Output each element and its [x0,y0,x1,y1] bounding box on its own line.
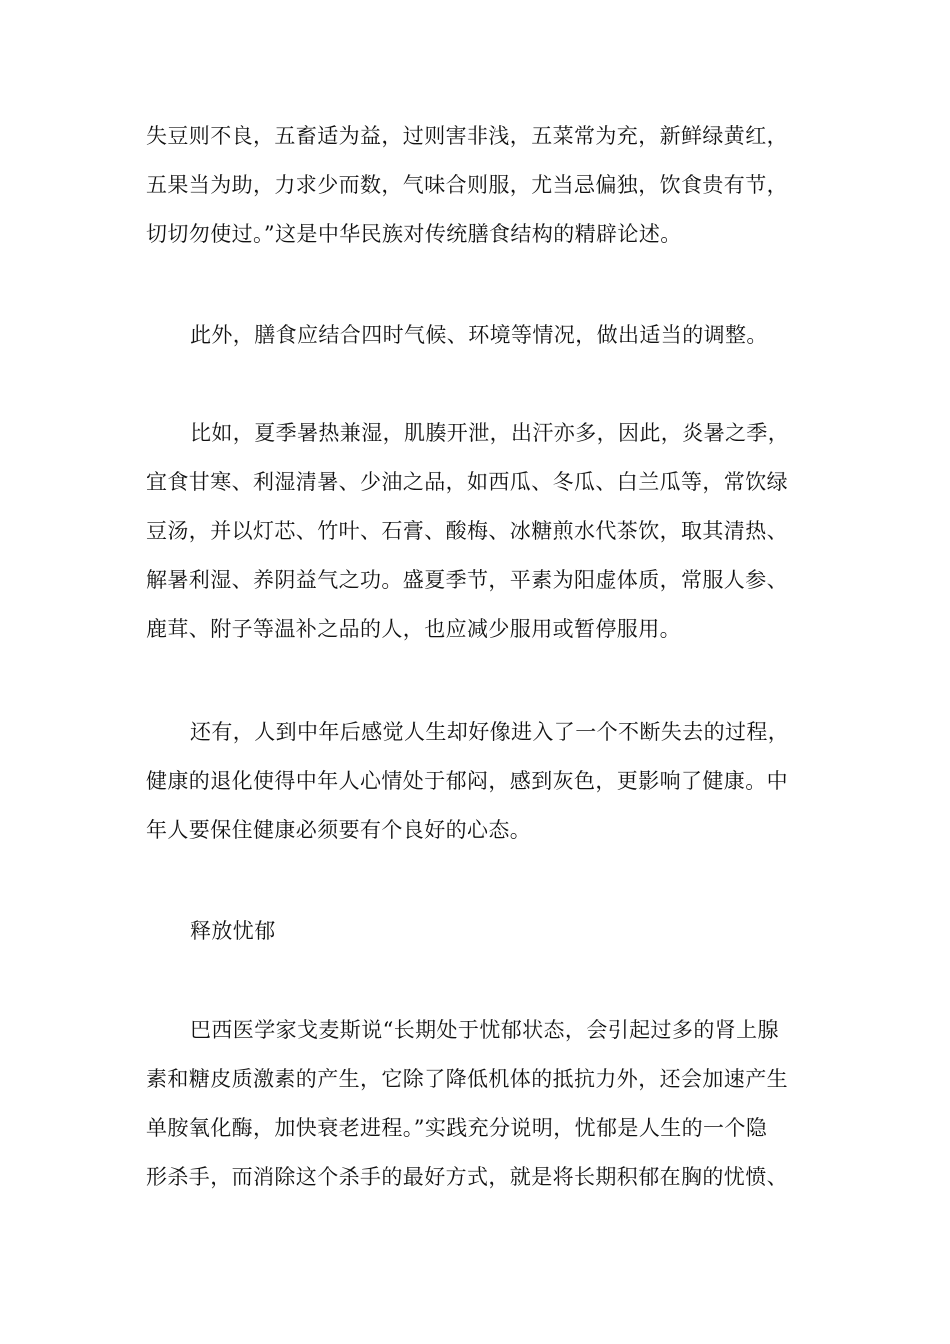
text-line: 解暑利湿、养阴益气之功。盛夏季节，平素为阳虚体质，常服人参、 [146,568,788,592]
text-line: 比如，夏季暑热兼湿，肌腠开泄，出汗亦多，因此，炎暑之季， [190,421,790,445]
text-line: 切切勿使过。”这是中华民族对传统膳食结构的精辟论述。 [146,222,682,246]
paragraph-seasonal-adjustment [146,311,810,360]
section-heading [146,907,810,956]
text-line: 年人要保住健康必须要有个良好的心态。 [146,818,532,842]
text-line: 此外，膳食应结合四时气候、环境等情况，做出适当的调整。 [190,323,768,347]
paragraph-midlife-mindset [146,708,810,855]
text-line: 失豆则不良，五畜适为益，过则害非浅，五菜常为充，新鲜绿黄红， [146,124,788,148]
text-line: 宜食甘寒、利湿清暑、少油之品，如西瓜、冬瓜、白兰瓜等，常饮绿 [146,470,788,494]
paragraph-summer-diet [146,409,810,654]
text-line: 鹿茸、附子等温补之品的人，也应减少服用或暂停服用。 [146,617,681,641]
text-line: 形杀手，而消除这个杀手的最好方式，就是将长期积郁在胸的忧愤、 [146,1165,788,1189]
text-line: 素和糖皮质激素的产生，它除了降低机体的抵抗力外，还会加速产生 [146,1067,788,1091]
text-line: 单胺氧化酶，加快衰老进程。”实践充分说明，忧郁是人生的一个隐 [146,1116,768,1140]
heading-release-depression: 释放忧郁 [190,919,276,943]
text-line: 巴西医学家戈麦斯说“长期处于忧郁状态，会引起过多的肾上腺 [190,1018,779,1042]
text-line: 健康的退化使得中年人心情处于郁闷，感到灰色，更影响了健康。中 [146,769,788,793]
text-line: 还有，人到中年后感觉人生却好像进入了一个不断失去的过程， [190,720,790,744]
paragraph-diet-structure [146,112,810,259]
text-line: 五果当为助，力求少而数，气味合则服，尤当忌偏独，饮食贵有节， [146,173,788,197]
paragraph-depression-quote [146,1006,810,1202]
text-line: 豆汤，并以灯芯、竹叶、石膏、酸梅、冰糖煎水代茶饮，取其清热、 [146,519,788,543]
